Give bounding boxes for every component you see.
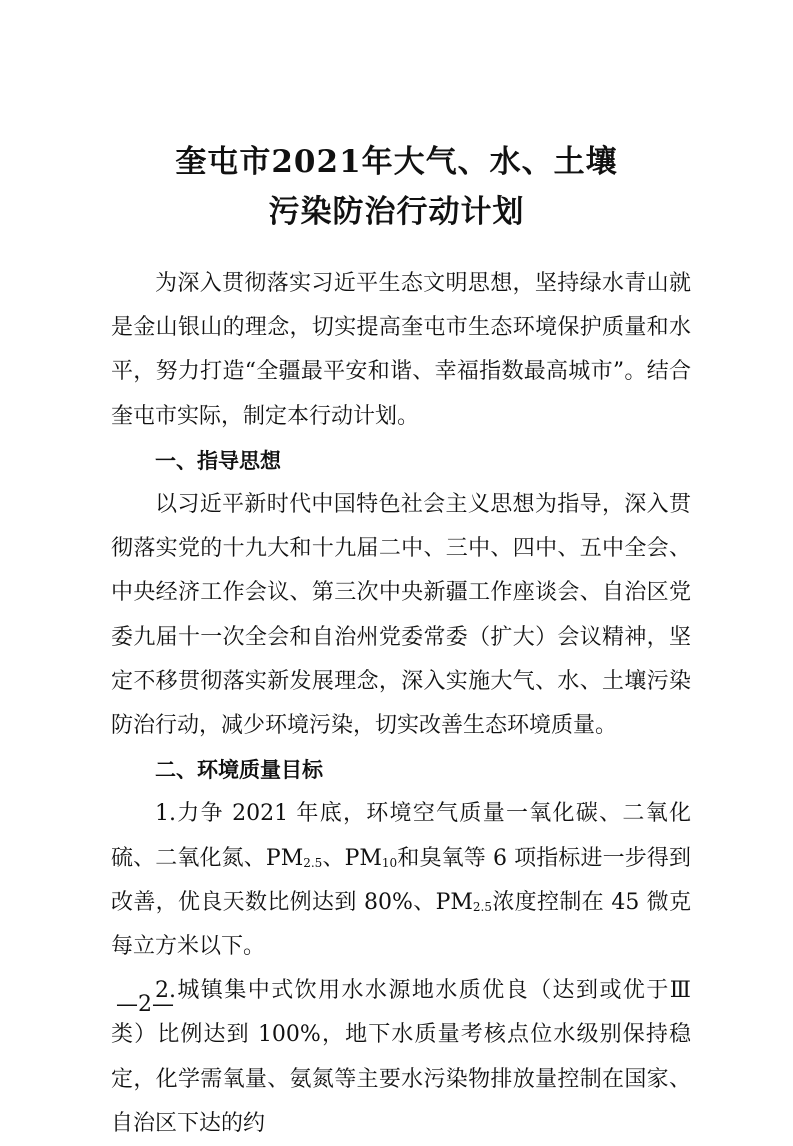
target-item-2: 2.城镇集中式饮用水水源地水质优良（达到或优于Ⅲ类）比例达到 100%，地下水质量考核点位水级别保持稳定，化学需氧量、氨氮等主要水污染物排放量控制在国家、自治区下达的约 [111,978,691,1136]
target-item-1 [111,792,691,969]
pm25-subscript: 2.5 [472,899,492,914]
section-heading-quality-targets: 二、环境质量目标 [155,758,323,783]
pm25-subscript: 2.5 [303,855,323,870]
document-body [111,262,691,1146]
pm10-subscript: 10 [381,855,398,870]
target-item-1-part-b: 、PM [322,845,382,871]
guiding-ideology-paragraph: 以习近平新时代中国特色社会主义思想为指导，深入贯彻落实党的十九大和十九届二中、三中、四中、五中全会、中央经济工作会议、第三次中央新疆工作座谈会、自治区党委九届十一次全会和自治州党委常委（扩大）会议精神，坚定不移贯彻落实新发展理念，深入实施大气、水、土壤污染防治行动，减少环境污染，切实改善生态环境质量。 [111,492,691,739]
target-item-1-part-c: 和臭氧等 6 项指标进一步得到改善，优良天数比例达到 80%、PM [111,845,691,915]
target-item-1-part-a: 1.力争 2021 年底，环境空气质量一氧化碳、二氧化硫、二氧化氮、PM [111,801,691,871]
page-number: —2— [116,992,174,1017]
document-title-line-2: 污染防治行动计划 [268,194,525,230]
document-title-line-1: 奎屯市2021年大气、水、土壤 [175,144,618,180]
section-heading-guiding-ideology: 一、指导思想 [155,448,281,473]
target-item-1-part-d: 浓度控制在 45 微克每立方米以下。 [111,889,691,960]
intro-paragraph: 为深入贯彻落实习近平生态文明思想，坚持绿水青山就是金山银山的理念，切实提高奎屯市生态环境保护质量和水平，努力打造“全疆最平安和谐、幸福指数最高城市”。结合奎屯市实际，制定本行动计划。 [111,271,691,429]
